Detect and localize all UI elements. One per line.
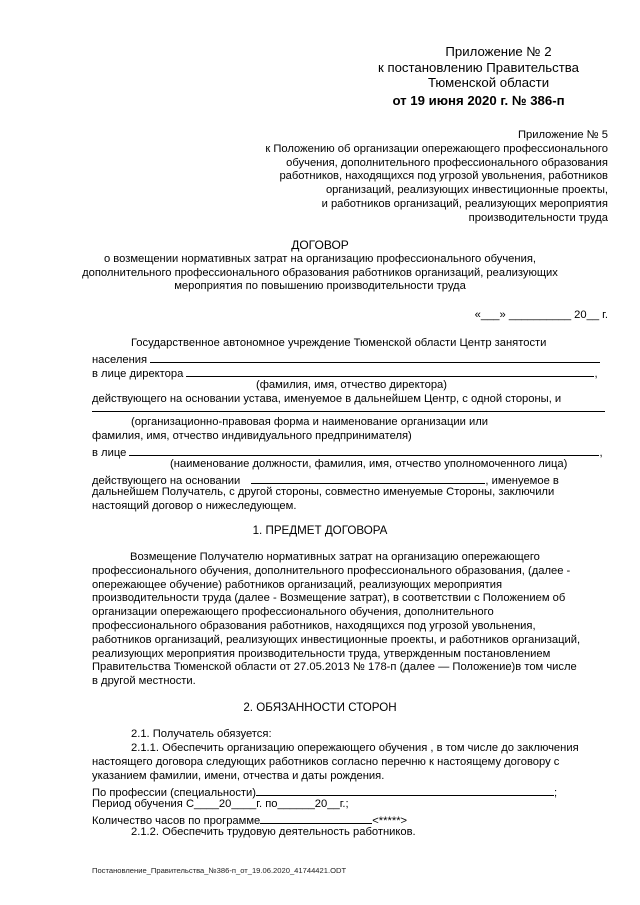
party2-representative-line: в лице , — [92, 444, 608, 461]
organization-hint-2: фамилия, имя, отчество индивидуального предпринимателя) — [92, 430, 412, 442]
section-1-heading: 1. ПРЕДМЕТ ДОГОВОРА — [252, 524, 388, 537]
appendix-5-line: и работников организаций, реализующих мероприятия — [321, 197, 608, 210]
appendix-5-block — [265, 129, 608, 226]
appendix-5-line: производительности труда — [468, 211, 608, 224]
section-1-line: в другой местности. — [92, 675, 196, 688]
item-2-1-1-line: указанием фамилии, имени, отчества и даты рождения. — [92, 769, 385, 782]
contract-heading — [0, 239, 640, 294]
contract-subtitle-line: мероприятия по повышению производительности труда — [174, 280, 466, 293]
appendix-5-line: организаций, реализующих инвестиционные проекты, — [325, 184, 608, 197]
party1-basis-line: действующего на основании устава, именуемое в дальнейшем Центр, с одной стороны, и — [92, 393, 562, 405]
contract-title: ДОГОВОР — [291, 238, 349, 252]
section-1-body — [92, 551, 580, 689]
section-1-line: работников организаций, реализующих инвестиционные проекты, и работников организаций, — [92, 633, 581, 646]
item-2-1-2: 2.1.2. Обеспечить трудовую деятельность работников. — [131, 826, 416, 838]
program-hours-blank — [260, 812, 372, 824]
representative-label: в лице — [92, 447, 127, 459]
population-label: населения — [92, 354, 148, 366]
program-hours-label: Количество часов по программе — [92, 815, 261, 827]
profession-label: По профессии (специальности) — [92, 787, 257, 799]
appendix-5-line: к Положению об организации опережающего профессионального — [265, 142, 608, 155]
profession-blank — [256, 784, 554, 796]
party1-line1: Государственное автономное учреждение Тюменской области Центр занятости — [131, 337, 547, 349]
program-hours-note: <*****> — [372, 815, 408, 827]
party2-recipient-line: дальнейшем Получатель, с другой стороны, совместно именуемые Стороны, заключили — [92, 486, 555, 498]
appendix-5-title: Приложение № 5 — [517, 129, 608, 141]
profession-line: По профессии (специальности) ; — [92, 784, 557, 801]
section-1-line: Правительства Тюменской области от 27.05.2013 № 178-п (далее — Положение)в том числе — [92, 661, 577, 674]
population-blank — [150, 351, 600, 363]
section-1-line: Возмещение Получателю нормативных затрат на организацию опережающего — [130, 551, 540, 563]
item-2-1-1-line: 2.1.1. Обеспечить организацию опережающего обучения , в том числе до заключения — [131, 742, 579, 754]
basis-label: действующего на основании — [92, 475, 241, 487]
party2-closing-line: настоящий договор о нижеследующем. — [92, 500, 297, 512]
appendix-5-line: обучения, дополнительного профессионального образования — [286, 156, 608, 169]
section-1-line: реализующих мероприятия производительности труда, утвержденным постановлением — [92, 647, 551, 660]
contract-subtitle-line: дополнительного профессионального образования работников организаций, реализующих — [82, 266, 558, 279]
item-2-1-1-line: настоящего договора следующих работников согласно перечню к настоящему договору с — [92, 755, 560, 768]
director-label: в лице директора — [92, 368, 184, 380]
representative-blank — [129, 444, 599, 456]
contract-date: «___» __________ 20__ г. — [474, 309, 608, 321]
training-period-line: Период обучения С____20____г. по______20__г.; — [92, 798, 349, 810]
item-2-1-1 — [92, 742, 579, 783]
organization-blank — [92, 410, 605, 412]
resolution-reference: к постановлению Правительства — [378, 59, 579, 75]
appendix-2-title: Приложение № 2 — [445, 44, 552, 59]
section-1-line: опережающее обучение) работников организаций, реализующих мероприятия — [92, 578, 503, 591]
section-1-line: производительности труда (далее - Возмещение затрат), в соответствии с Положением об — [92, 592, 566, 605]
contract-subtitle-line: о возмещении нормативных затрат на организацию профессионального обучения, — [103, 252, 537, 265]
appendix-header — [378, 44, 579, 108]
appendix-5-line: работников, находящихся под угрозой увольнения, работников — [279, 170, 608, 183]
footer-filename: Постановление_Правительства_№386-п_от_19.06.2020_41744421.ODT — [92, 866, 347, 875]
resolution-date-number: от 19 июня 2020 г. № 386-п — [392, 92, 565, 108]
region-name: Тюменской области — [427, 75, 550, 90]
director-blank — [186, 365, 594, 377]
item-2-1: 2.1. Получатель обязуется: — [131, 728, 272, 740]
party2-basis-line: действующего на основании , именуемое в — [92, 472, 608, 489]
section-1-line: организации опережающего профессионального обучения, дополнительного — [92, 606, 494, 619]
organization-hint-1: (организационно-правовая форма и наименование организации или — [131, 416, 489, 428]
section-1-line: профессионального обучения, дополнительного профессионального образования, (далее - — [92, 564, 571, 577]
party1-director-line: в лице директора , — [92, 365, 608, 382]
section-2-heading: 2. ОБЯЗАННОСТИ СТОРОН — [243, 701, 397, 714]
director-hint: (фамилия, имя, отчество директора) — [256, 379, 448, 391]
representative-hint: (наименование должности, фамилия, имя, отчество уполномоченного лица) — [170, 458, 568, 470]
basis-blank — [251, 472, 485, 484]
section-1-line: профессионального образования работников, находящихся под угрозой увольнения, — [92, 619, 536, 632]
